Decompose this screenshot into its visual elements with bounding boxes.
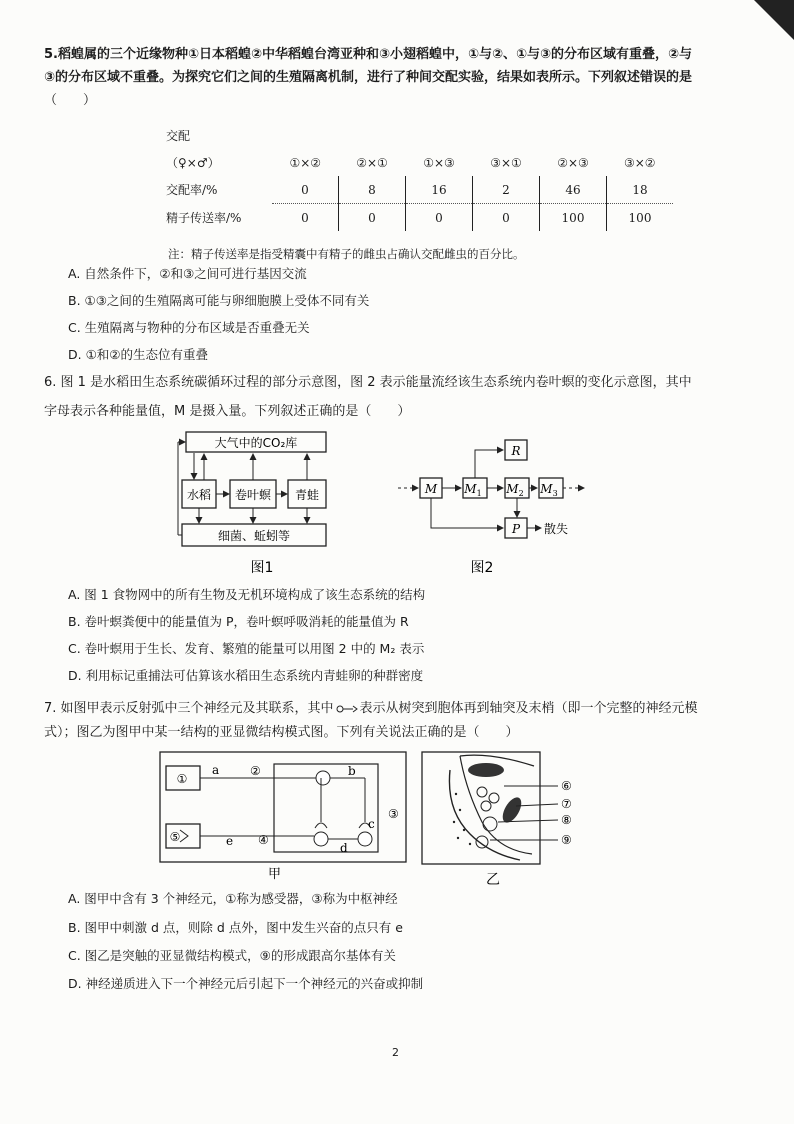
label-a: a bbox=[212, 763, 220, 777]
m2-label: $M_2$ bbox=[506, 482, 524, 498]
q7-option-d[interactable]: D. 神经递质进入下一个神经元后引起下一个神经元的兴奋或抑制 bbox=[68, 976, 424, 991]
table-cell: 0 bbox=[339, 204, 406, 232]
table-cross: ③×② bbox=[623, 155, 656, 170]
vesicle bbox=[476, 836, 488, 848]
figure-yi-caption: 乙 bbox=[486, 872, 500, 888]
table-cell: 8 bbox=[339, 176, 406, 204]
scan-corner-mark bbox=[734, 0, 794, 40]
table-row bbox=[158, 176, 673, 204]
label-e: e bbox=[226, 834, 234, 848]
table-cell: 100 bbox=[607, 204, 674, 232]
label-5: ⑤ bbox=[169, 830, 181, 844]
table-cell: 0 bbox=[272, 204, 339, 232]
table-cell: 2 bbox=[473, 176, 540, 204]
q5-option-d[interactable]: D. ①和②的生态位有重叠 bbox=[68, 347, 208, 362]
table-cell: 100 bbox=[540, 204, 607, 232]
q7-stem-line2: 式）；图乙为图甲中某一结构的亚显微结构模式图。下列有关说法正确的是（ ） bbox=[44, 725, 519, 740]
figure-yi-synapse bbox=[420, 750, 590, 888]
table-header-label-2: （♀×♂） bbox=[166, 156, 220, 170]
label-3: ③ bbox=[388, 807, 399, 821]
rice-label: 水稻 bbox=[186, 488, 212, 502]
q5-table-note: 注：精子传送率是指受精囊中有精子的雌虫占确认交配雌虫的百分比。 bbox=[168, 247, 525, 261]
q6-option-b[interactable]: B. 卷叶螟粪便中的能量值为 P，卷叶螟呼吸消耗的能量值为 R bbox=[68, 614, 409, 629]
table-cell: 0 bbox=[406, 204, 473, 232]
vesicle bbox=[483, 817, 497, 831]
table-row bbox=[158, 204, 673, 232]
figure1-caption: 图1 bbox=[250, 560, 274, 576]
label-d: d bbox=[340, 841, 348, 855]
table-cross: ③×① bbox=[490, 155, 522, 170]
table-cross: ②×① bbox=[356, 155, 388, 170]
co2-pool-label: 大气中的CO₂库 bbox=[214, 436, 298, 450]
q5-stem-line1: 5.稻蝗属的三个近缘物种①日本稻蝗②中华稻蝗台湾亚种和③小翅稻蝗中，①与②、①与③的分布区域有重叠，②与 bbox=[44, 47, 693, 62]
q5-option-c[interactable]: C. 生殖隔离与物种的分布区域是否重叠无关 bbox=[68, 320, 310, 335]
figure-jia-reflex-arc bbox=[156, 748, 410, 882]
m1-label: $M_1$ bbox=[464, 482, 482, 498]
q7-stem-line1 bbox=[44, 700, 698, 718]
label-b: b bbox=[348, 764, 356, 778]
figure1-carbon-cycle bbox=[176, 428, 336, 576]
q6-stem-line2: 字母表示各种能量值，M 是摄入量。下列叙述正确的是（ ） bbox=[44, 404, 411, 419]
label-c: c bbox=[368, 817, 375, 831]
q5-option-b[interactable]: B. ①③之间的生殖隔离可能与卵细胞膜上受体不同有关 bbox=[68, 293, 370, 308]
figure-jia-caption: 甲 bbox=[268, 867, 282, 882]
table-cell: 46 bbox=[540, 176, 607, 204]
label-9: ⑨ bbox=[561, 833, 572, 847]
q6-option-c[interactable]: C. 卷叶螟用于生长、发育、繁殖的能量可以用图 2 中的 M₂ 表示 bbox=[68, 641, 425, 656]
p-label: P bbox=[511, 522, 521, 536]
q7-option-c[interactable]: C. 图乙是突触的亚显微结构模式，⑨的形成跟高尔基体有关 bbox=[68, 948, 396, 963]
loss-label: 散失 bbox=[544, 522, 569, 536]
table-cell: 0 bbox=[473, 204, 540, 232]
label-1: ① bbox=[176, 772, 188, 786]
q5-option-a[interactable]: A. 自然条件下，②和③之间可进行基因交流 bbox=[68, 266, 307, 281]
label-8: ⑧ bbox=[561, 813, 572, 827]
figure2-energy-flow bbox=[394, 432, 594, 578]
q6-stem-line1: 6. 图 1 是水稻田生态系统碳循环过程的部分示意图，图 2 表示能量流经该生态系统内卷叶螟的变化示意图，其中 bbox=[44, 375, 692, 390]
table-header-label-1: 交配 bbox=[166, 129, 191, 143]
table-cell: 16 bbox=[406, 176, 473, 204]
table-cell: 18 bbox=[607, 176, 674, 204]
q6-option-d[interactable]: D. 利用标记重捕法可估算该水稻田生态系统内青蛙卵的种群密度 bbox=[68, 668, 424, 683]
m-label: M bbox=[424, 482, 438, 496]
label-6: ⑥ bbox=[561, 779, 572, 793]
q5-stem-line2: ③的分布区域不重叠。为探究它们之间的生殖隔离机制，进行了种间交配实验，结果如表所示。下列叙述错误的是 bbox=[44, 70, 693, 85]
r-label: R bbox=[511, 444, 521, 458]
table-cross: ①×③ bbox=[423, 155, 455, 170]
q5-stem-line3: （ ） bbox=[44, 93, 97, 108]
label-7: ⑦ bbox=[561, 797, 572, 811]
q7-option-a[interactable]: A. 图甲中含有 3 个神经元，①称为感受器，③称为中枢神经 bbox=[68, 891, 398, 906]
table-cell: 0 bbox=[301, 182, 309, 197]
m3-label: $M_3$ bbox=[540, 482, 558, 498]
vesicle bbox=[489, 793, 499, 803]
mating-table bbox=[158, 122, 673, 231]
jia-outer-frame bbox=[160, 752, 406, 862]
q7-stem-line1-part2: 表示从树突到胞体再到轴突及末梢（即一个完整的神经元模 bbox=[359, 701, 698, 716]
q7-stem-line1-part1: 7. 如图甲表示反射弧中三个神经元及其联系，其中 bbox=[44, 701, 334, 716]
vesicle bbox=[481, 801, 491, 811]
label-2: ② bbox=[250, 764, 261, 778]
table-cross: ②×③ bbox=[557, 155, 589, 170]
page-number: 2 bbox=[392, 1046, 399, 1059]
leaf-roller-label: 卷叶螟 bbox=[234, 488, 272, 502]
mitochondrion-1 bbox=[468, 763, 504, 777]
figure2-caption: 图2 bbox=[470, 560, 494, 576]
neuron-symbol-icon bbox=[336, 704, 358, 714]
q6-option-a[interactable]: A. 图 1 食物网中的所有生物及无机环境构成了该生态系统的结构 bbox=[68, 587, 426, 602]
label-4: ④ bbox=[258, 833, 269, 847]
table-row-label: 交配率/% bbox=[166, 183, 218, 198]
table-cross: ①×② bbox=[289, 155, 322, 170]
q7-option-b[interactable]: B. 图甲中刺激 d 点，则除 d 点外，图中发生兴奋的点只有 e bbox=[68, 920, 403, 935]
table-row-label: 精子传送率/% bbox=[166, 210, 242, 225]
vesicle bbox=[477, 787, 487, 797]
frog-label: 青蛙 bbox=[294, 488, 320, 502]
decomposer-label: 细菌、蚯蚓等 bbox=[217, 529, 291, 543]
